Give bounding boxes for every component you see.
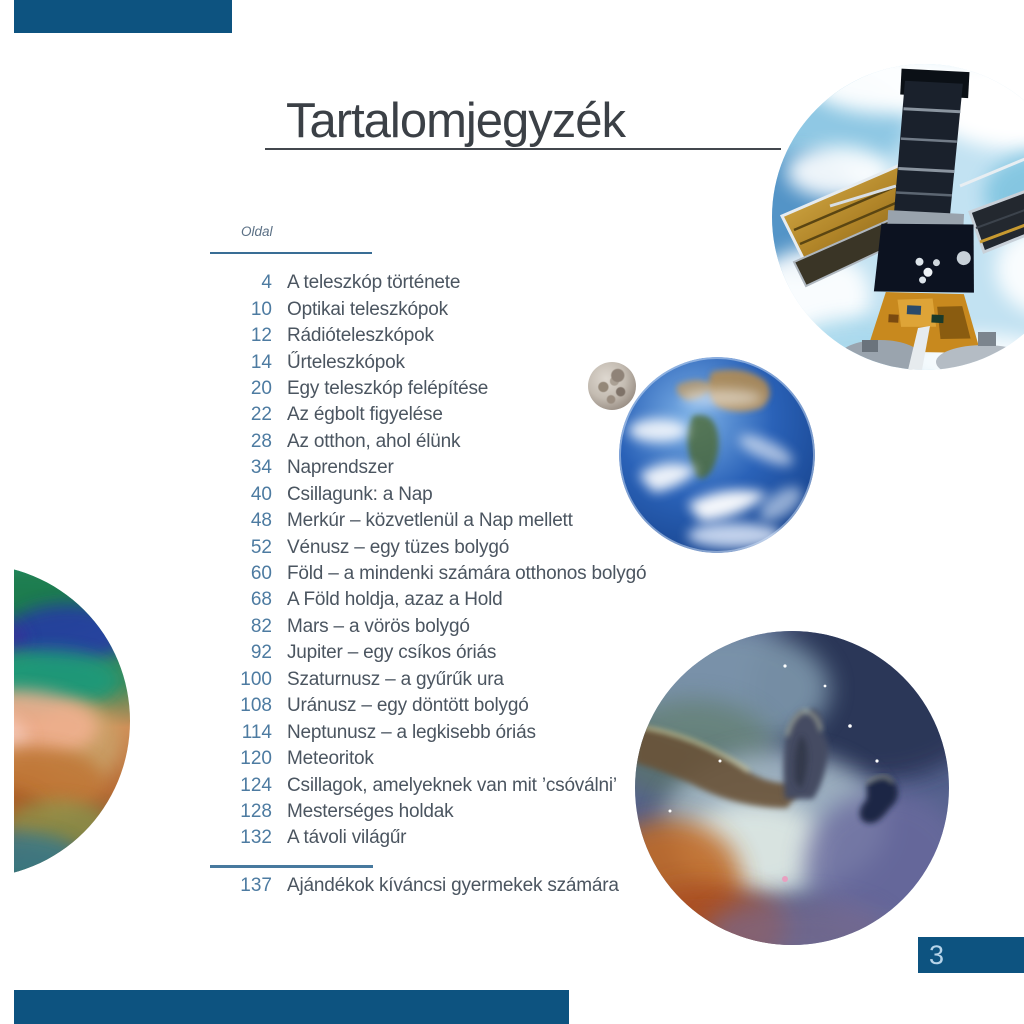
toc-entry-title: Az otthon, ahol élünk (287, 430, 461, 452)
toc-entry-title: Csillagunk: a Nap (287, 483, 433, 505)
toc-entry (210, 534, 646, 560)
toc-entry (210, 873, 619, 899)
toc-entry (210, 323, 646, 349)
toc-entry (210, 799, 646, 825)
toc-entry-title: A teleszkóp története (287, 272, 461, 294)
toc-entry-title: Optikai teleszkópok (287, 298, 448, 320)
toc-entry (210, 455, 646, 481)
toc-entry-page: 48 (250, 510, 272, 532)
earth-photo (619, 357, 815, 553)
toc-entry (210, 772, 646, 798)
toc-entry (210, 719, 646, 745)
toc-entry-title: Egy teleszkóp felépítése (287, 377, 489, 399)
toc-entry-title: Csillagok, amelyeknek van mit ’csóválni’ (287, 774, 617, 796)
toc-entry-title: Az égbolt figyelése (287, 404, 443, 426)
toc-entry-page: 28 (250, 430, 272, 452)
bottom-accent-bar (14, 990, 569, 1024)
toc-entry-title: Uránusz – egy döntött bolygó (287, 695, 529, 717)
toc-entry-title: Mesterséges holdak (287, 800, 454, 822)
toc-entry-page: 60 (250, 563, 272, 585)
venus-photo (0, 564, 130, 878)
toc-entry-page: 14 (250, 351, 272, 373)
toc-entry-title: A távoli világűr (287, 827, 407, 849)
toc-entry (210, 349, 646, 375)
toc-entry-page: 120 (240, 748, 272, 770)
toc-entry (210, 429, 646, 455)
toc-entry (210, 614, 646, 640)
page-column-label: Oldal (241, 224, 273, 239)
toc-entry-page: 52 (250, 536, 272, 558)
toc-entry (210, 693, 646, 719)
page-number: 3 (929, 939, 945, 970)
toc-entry-page: 22 (250, 404, 272, 426)
toc-entry-title: Vénusz – egy tüzes bolygó (287, 536, 510, 558)
toc-entry (210, 667, 646, 693)
toc-entry-page: 128 (240, 800, 272, 822)
toc-list (210, 270, 646, 852)
toc-entry-page: 114 (241, 721, 272, 743)
toc-entry-title: Rádióteleszkópok (287, 325, 434, 347)
toc-entry-title: Jupiter – egy csíkos óriás (287, 642, 497, 664)
toc-entry-page: 108 (240, 695, 272, 717)
page-number-box (918, 937, 1024, 973)
toc-entry-page: 4 (261, 272, 272, 294)
toc-entry-title: Űrteleszkópok (287, 351, 405, 373)
toc-entry (210, 640, 646, 666)
toc-entry (210, 296, 646, 322)
nebula-photo (635, 631, 949, 945)
toc-entry-title: Naprendszer (287, 457, 394, 479)
toc-entry (210, 587, 646, 613)
toc-entry (210, 482, 646, 508)
toc-entry-page: 10 (250, 298, 272, 320)
toc-entry-title: Neptunusz – a legkisebb óriás (287, 721, 536, 743)
toc-entry (210, 376, 646, 402)
toc-entry (210, 508, 646, 534)
hubble-telescope-photo (772, 64, 1024, 370)
top-accent-bar (14, 0, 232, 33)
toc-entry-title: Meteoritok (287, 748, 374, 770)
toc-entry (210, 746, 646, 772)
toc-entry-title: Merkúr – közvetlenül a Nap mellett (287, 510, 573, 532)
toc-entry (210, 270, 646, 296)
toc-entry-title: Szaturnusz – a gyűrűk ura (287, 668, 504, 690)
toc-entry-page: 100 (240, 668, 272, 690)
toc-entry (210, 402, 646, 428)
toc-entry-page: 20 (250, 377, 272, 399)
toc-entry-page: 137 (240, 875, 272, 897)
page-margin (0, 0, 14, 1024)
toc-entry-page: 34 (250, 457, 272, 479)
toc-entry-page: 92 (250, 642, 272, 664)
toc-entry-title: Mars – a vörös bolygó (287, 615, 470, 637)
toc-entry-page: 132 (240, 827, 272, 849)
toc-entry (210, 825, 646, 851)
toc-entry-title: A Föld holdja, azaz a Hold (287, 589, 503, 611)
toc-entry-page: 82 (250, 615, 272, 637)
toc-entry (210, 561, 646, 587)
toc-entry-title: Föld – a mindenki számára otthonos bolygó (287, 563, 647, 585)
page-column-underline (210, 252, 372, 254)
toc-entry-page: 12 (250, 325, 272, 347)
title-underline (265, 148, 781, 150)
toc-separator-line (210, 865, 373, 868)
toc-entry-title: Ajándékok kíváncsi gyermekek számára (287, 875, 619, 897)
toc-entry-page: 40 (250, 483, 272, 505)
toc-entry-page: 124 (240, 774, 272, 796)
toc-entry-page: 68 (250, 589, 272, 611)
page-title: Tartalomjegyzék (286, 94, 626, 148)
